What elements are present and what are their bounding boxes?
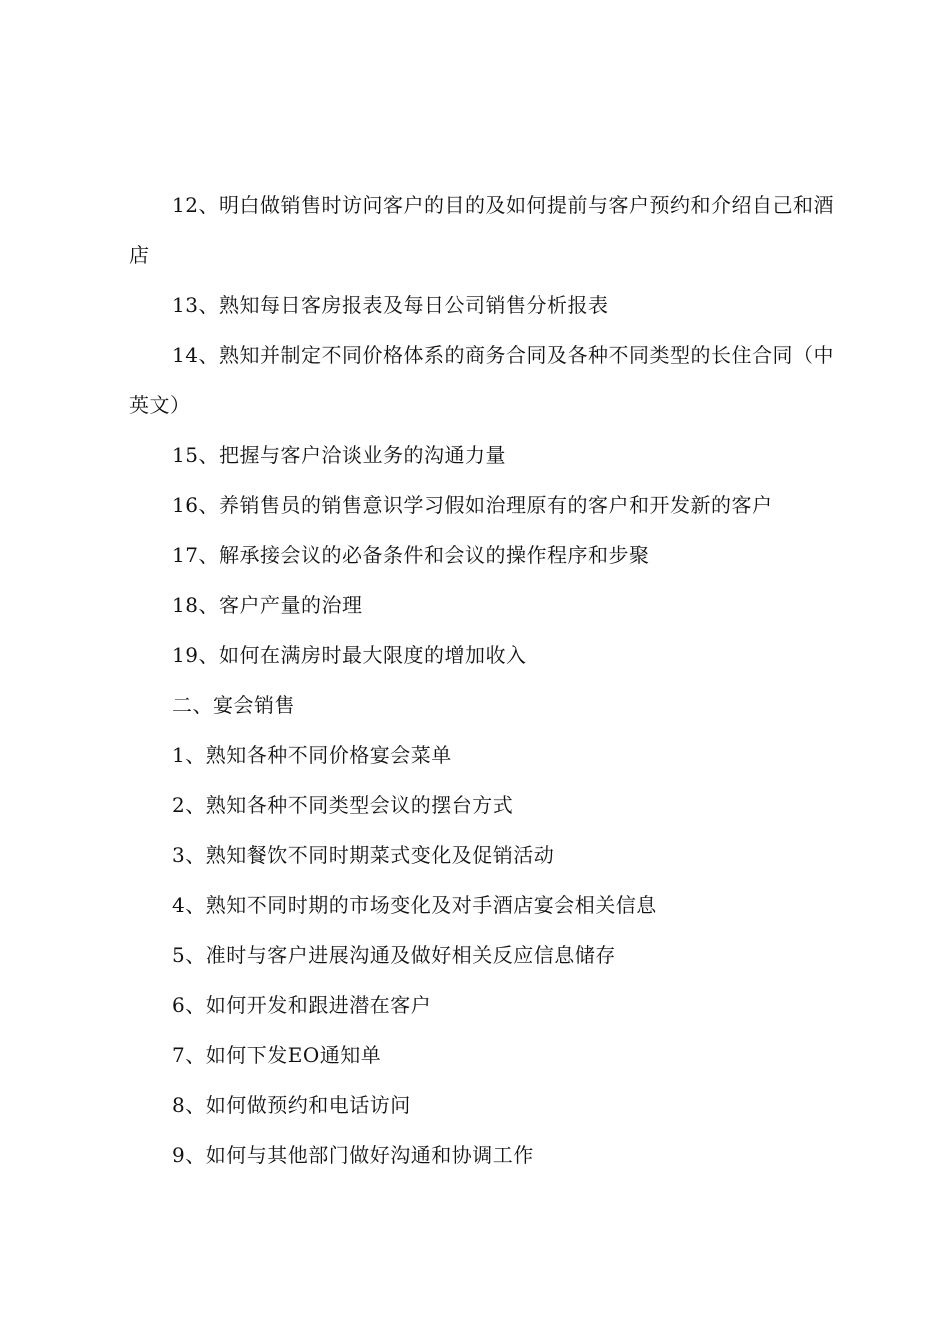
paragraph-item-6: 6、如何开发和跟进潜在客户 <box>172 993 432 1017</box>
paragraph-item-7: 7、如何下发EO通知单 <box>172 1043 382 1067</box>
paragraph-item-17: 17、解承接会议的必备条件和会议的操作程序和步聚 <box>172 543 650 567</box>
paragraph-item-8: 8、如何做预约和电话访问 <box>172 1093 411 1117</box>
paragraph-item-2: 2、熟知各种不同类型会议的摆台方式 <box>172 793 514 817</box>
section-heading-banquet-sales: 二、宴会销售 <box>172 693 295 717</box>
paragraph-item-13: 13、熟知每日客房报表及每日公司销售分析报表 <box>172 293 609 317</box>
paragraph-item-16: 16、养销售员的销售意识学习假如治理原有的客户和开发新的客户 <box>172 493 773 517</box>
paragraph-item-19: 19、如何在满房时最大限度的增加收入 <box>172 643 527 667</box>
paragraph-item-18: 18、客户产量的治理 <box>172 593 363 617</box>
paragraph-item-4: 4、熟知不同时期的市场变化及对手酒店宴会相关信息 <box>172 893 657 917</box>
paragraph-item-14: 14、熟知并制定不同价格体系的商务合同及各种不同类型的长住合同（中英文） <box>129 343 834 417</box>
paragraph-item-3: 3、熟知餐饮不同时期菜式变化及促销活动 <box>172 843 555 867</box>
document-body <box>129 180 834 1180</box>
paragraph-item-12: 12、明白做销售时访问客户的目的及如何提前与客户预约和介绍自己和酒店 <box>129 193 834 267</box>
paragraph-item-5: 5、准时与客户进展沟通及做好相关反应信息储存 <box>172 943 616 967</box>
paragraph-item-1: 1、熟知各种不同价格宴会菜单 <box>172 743 452 767</box>
paragraph-item-15: 15、把握与客户洽谈业务的沟通力量 <box>172 443 506 467</box>
paragraph-item-9: 9、如何与其他部门做好沟通和协调工作 <box>172 1143 534 1167</box>
